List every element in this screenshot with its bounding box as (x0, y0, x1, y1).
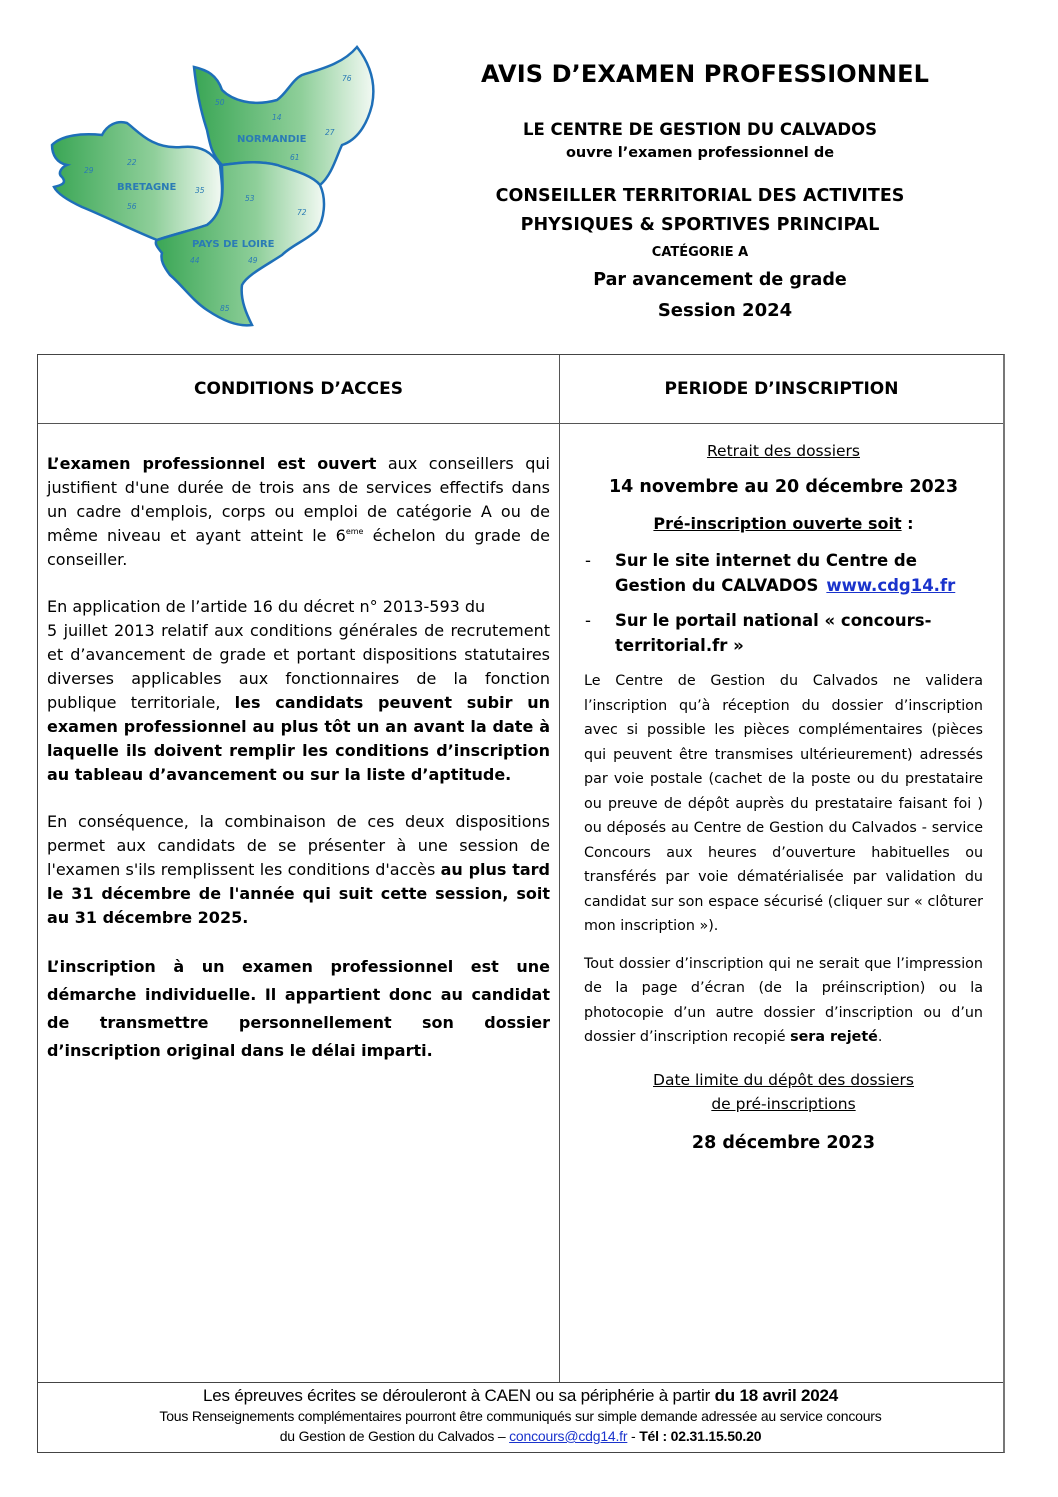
regions-map (42, 35, 382, 335)
dept-label: 53 (245, 194, 255, 203)
deadline-label: Date limite du dépôt des dossiers de pré-inscriptions (653, 1070, 914, 1113)
conditions-paragraph-2: En application de l’artide 16 du décret n° 2013-593 du 5 juillet 2013 relatif aux conditions générales de recrutement et d’avancement de grade et portant dispositions statutaires diverses applicables aux fonctionnaires de la fonction publique territoriale, les candidats peuvent subir un examen professionnel au plus tôt un an avant la date à laquelle ils doivent remplir les conditions d’inscription au tableau d’avancement ou sur la liste d’aptitude. (47, 597, 550, 784)
dept-label: 35 (195, 186, 205, 195)
website-link[interactable]: www.cdg14.fr (826, 575, 956, 595)
deadline-date: 28 décembre 2023 (691, 1132, 876, 1153)
list-item: - Sur le site internet du Centre de Gestion du CALVADOS www.cdg14.fr (585, 551, 956, 595)
dept-label: 29 (84, 166, 94, 175)
conditions-paragraph-1: L’examen professionnel est ouvert aux conseillers qui justifient d'une durée de trois ans de services effectifs dans un cadre d'emplois, corps ou emploi de catégorie A ou de même niveau et ayant atteint le 6eme échelon du grade de conseiller. (47, 454, 550, 569)
category-label: CATÉGORIE A (651, 245, 749, 260)
dept-label: 50 (215, 98, 225, 107)
dept-label: 72 (297, 208, 307, 217)
organizer-name: LE CENTRE DE GESTION DU CALVADOS (522, 120, 878, 139)
dept-label: 22 (127, 158, 137, 167)
retrait-label: Retrait des dossiers (706, 442, 860, 460)
info-table (37, 354, 1005, 1453)
dept-label: 61 (290, 153, 300, 162)
dept-label: 76 (342, 74, 352, 83)
grade-title-line1: CONSEILLER TERRITORIAL DES ACTIVITES (495, 186, 905, 206)
page-title: AVIS D’EXAMEN PROFESSIONNEL (481, 60, 929, 88)
superscript: eme (345, 527, 364, 536)
bullet-dash: - (585, 551, 591, 570)
email-link[interactable]: concours@cdg14.fr (509, 1428, 628, 1444)
region-label-pays-de-loire: PAYS DE LOIRE (192, 239, 275, 250)
conditions-paragraph-4: L’inscription à un examen professionnel est une démarche individuelle. Il appartient donc au candidat de transmettre personnellement son dossier d’inscription original dans le délai imparti. (47, 957, 550, 1060)
bullet-dash: - (585, 611, 591, 630)
dept-label: 14 (272, 113, 282, 122)
session-label: Session 2024 (657, 300, 793, 321)
dept-label: 49 (248, 256, 258, 265)
organizer-subtitle: ouvre l’examen professionnel de (565, 145, 835, 161)
column-header-inscription: PERIODE D’INSCRIPTION (560, 355, 1003, 424)
preinscription-heading: Pré-inscription ouverte soit : (653, 514, 914, 533)
dept-label: 85 (220, 304, 230, 313)
conditions-column (38, 424, 560, 1382)
exam-date-line: Les épreuves écrites se dérouleront à CAEN ou sa périphérie à partir du 18 avril 2024 (202, 1386, 839, 1405)
dept-label: 27 (325, 128, 335, 137)
map-illustration (42, 35, 382, 335)
contact-info-line: Tous Renseignements complémentaires pourront être communiqués sur simple demande adressée au service concours (159, 1408, 882, 1424)
retrait-dates: 14 novembre au 20 décembre 2023 (608, 477, 959, 497)
dept-label: 56 (127, 202, 137, 211)
grade-title-line2: PHYSIQUES & SPORTIVES PRINCIPAL (520, 215, 880, 235)
conditions-paragraph-3: En conséquence, la combinaison de ces deux dispositions permet aux candidats de se présenter à une session de l'examen s'ils remplissent les conditions d'accès au plus tard le 31 décembre de l'année qui suit cette session, soit au 31 décembre 2025. (47, 812, 550, 927)
rejection-paragraph: Tout dossier d’inscription qui ne serait que l’impression de la page d’écran (de la préinscription) ou la photocopie d’un autre dossier d’inscription ou d’un dossier d’inscription recopié sera rejeté. (584, 955, 983, 1045)
column-header-conditions: CONDITIONS D’ACCES (38, 355, 560, 424)
conditions-intro-bold: L’examen professionnel est ouvert (47, 454, 377, 473)
exam-mode: Par avancement de grade (593, 270, 847, 290)
footer (38, 1382, 1003, 1452)
region-label-bretagne: BRETAGNE (117, 182, 177, 193)
region-label-normandie: NORMANDIE (237, 134, 307, 145)
validation-paragraph: Le Centre de Gestion du Calvados ne validera l’inscription qu’à réception du dossier d’inscription avec si possible les pièces complémentaires (pièces qui peuvent être transmises ultérieurement) adressés par voie postale (cachet de la poste ou du prestataire ou preuve de dépôt auprès du prestataire faisant foi ) ou déposés au Centre de Gestion du Calvados - service Concours aux heures d’ouverture habituelles ou transférés par voie dématérialisée par validation du candidat sur son espace sécurisé (cliquer sur « clôturer mon inscription »). (584, 673, 983, 934)
list-item: - Sur le portail national « concours-territorial.fr » (585, 611, 932, 655)
contact-details-line: du Gestion de Gestion du Calvados – concours@cdg14.fr - Tél : 02.31.15.50.20 (279, 1428, 762, 1444)
dept-label: 44 (190, 256, 200, 265)
phone-number: Tél : 02.31.15.50.20 (639, 1428, 762, 1444)
inscription-column (560, 424, 1003, 1382)
